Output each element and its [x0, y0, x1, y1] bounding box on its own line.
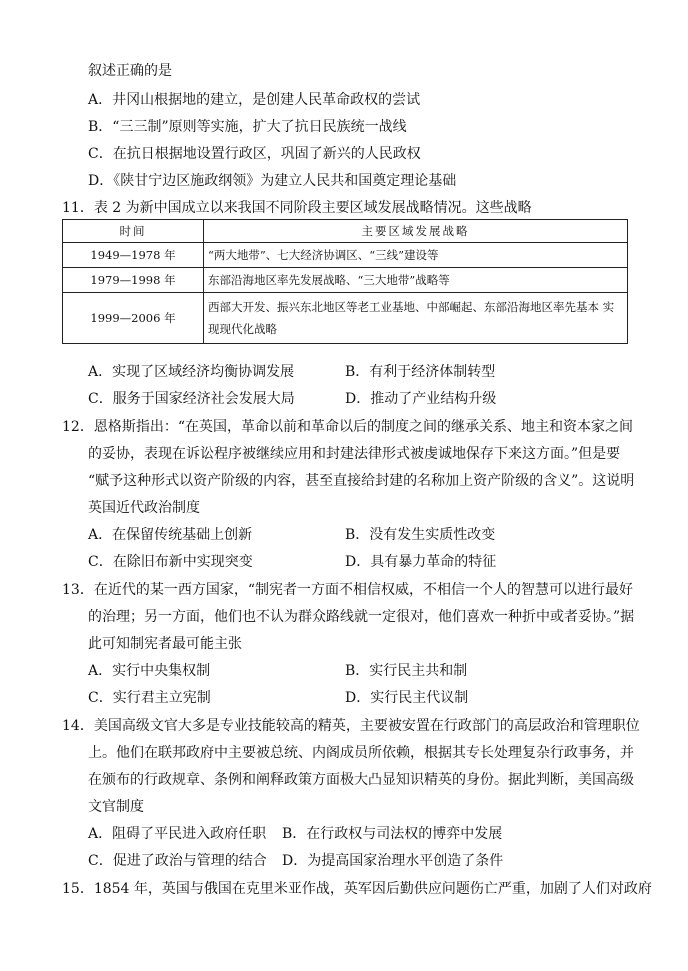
q13-stem-line-2: 的治理；另一方面，他们也不认为群众路线就一定很对，他们喜欢一种折中或者妥协。”据: [88, 609, 635, 625]
q12-option-d: D．具有暴力革命的特征: [345, 554, 497, 570]
table-cell-strategy: 西部大开发、振兴东北地区等老工业基地、中部崛起、东部沿海地区率先基本 实现现代化战略: [204, 293, 628, 344]
q12-option-b: B．没有发生实质性改变: [345, 527, 496, 543]
q12-stem-line-2: 的妥协，表现在诉讼程序被继续应用和封建法律形式被虔诚地保存下来这方面。”但是要: [88, 446, 621, 462]
table-header-row: [63, 220, 628, 243]
q10-option-b: B．“三三制”原则等实施，扩大了抗日民族统一战线: [88, 119, 407, 135]
q12-option-c: C．在除旧布新中实现突变: [88, 554, 253, 570]
q13-stem-line-3: 此可知制宪者最可能主张: [88, 636, 242, 652]
q14-option-a: A．阻碍了平民进入政府任职: [88, 826, 267, 842]
q12-stem-line-3: “赋予这种形式以资产阶级的内容，甚至直接给封建的名称加上资产阶级的含义”。这说明: [88, 473, 635, 489]
q14-option-b: B．在行政权与司法权的博弈中发展: [282, 826, 503, 842]
q12-option-a: A．在保留传统基础上创新: [88, 527, 253, 543]
q11-strategy-table: [62, 219, 628, 344]
q13-option-d: D．实行民主代议制: [345, 690, 469, 706]
table-row: [63, 243, 628, 268]
q14-option-c: C．促进了政治与管理的结合: [88, 853, 267, 869]
q14-stem-line-2: 上。他们在联邦政府中主要被总统、内阁成员所依赖，根据其专长处理复杂行政事务，并: [88, 745, 634, 761]
q10-option-c: C．在抗日根据地设置行政区，巩固了新兴的人民政权: [88, 146, 421, 162]
q14-option-d: D．为提高国家治理水平创造了条件: [282, 853, 504, 869]
table-header-time: 时间: [63, 220, 204, 243]
q10-option-a: A．井冈山根据地的建立，是创建人民革命政权的尝试: [88, 92, 421, 108]
q11-option-d: D．推动了产业结构升级: [345, 391, 497, 407]
q14-stem-line-3: 在颁布的行政规章、条例和阐释政策方面极大凸显知识精英的身份。据此判断，美国高级: [88, 772, 634, 788]
q13-stem-line-1: 13．在近代的某一西方国家，“制宪者一方面不相信权威，不相信一个人的智慧可以进行最好: [62, 582, 633, 598]
q13-option-c: C．实行君主立宪制: [88, 690, 211, 706]
table-row: [63, 268, 628, 293]
table-row: [63, 293, 628, 344]
q12-stem-line-4: 英国近代政治制度: [88, 500, 200, 516]
q15-stem-line-1: 15．1854 年，英国与俄国在克里米亚作战，英军因后勤供应问题伤亡严重，加剧了人们对政府: [62, 881, 652, 897]
q10-option-d: D．《陕甘宁边区施政纲领》为建立人民共和国奠定理论基础: [88, 173, 457, 189]
table-cell-strategy: 东部沿海地区率先发展战略、“三大地带”战略等: [204, 268, 628, 293]
q13-option-a: A．实行中央集权制: [88, 663, 211, 679]
q12-stem-line-1: 12．恩格斯指出：“在英国，革命以前和革命以后的制度之间的继承关系、地主和资本家之间: [62, 419, 633, 435]
table-header-strategy: 主要区域发展战略: [204, 220, 628, 243]
table-cell-period: 1949—1978 年: [63, 243, 204, 268]
table-cell-strategy: “两大地带”、七大经济协调区、“三线”建设等: [204, 243, 628, 268]
q11-option-a: A．实现了区域经济均衡协调发展: [88, 364, 295, 380]
q10-stem-tail: 叙述正确的是: [88, 63, 172, 79]
q11-option-b: B．有利于经济体制转型: [345, 364, 496, 380]
table-cell-period: 1999—2006 年: [63, 293, 204, 344]
q14-stem-line-1: 14．美国高级文官大多是专业技能较高的精英，主要被安置在行政部门的高层政治和管理职位: [62, 718, 640, 734]
q13-option-b: B．实行民主共和制: [345, 663, 468, 679]
table-cell-period: 1979—1998 年: [63, 268, 204, 293]
q14-stem-line-4: 文官制度: [88, 799, 144, 815]
q11-stem: 11．表 2 为新中国成立以来我国不同阶段主要区域发展战略情况。这些战略: [62, 200, 532, 216]
q11-option-c: C．服务于国家经济社会发展大局: [88, 391, 295, 407]
